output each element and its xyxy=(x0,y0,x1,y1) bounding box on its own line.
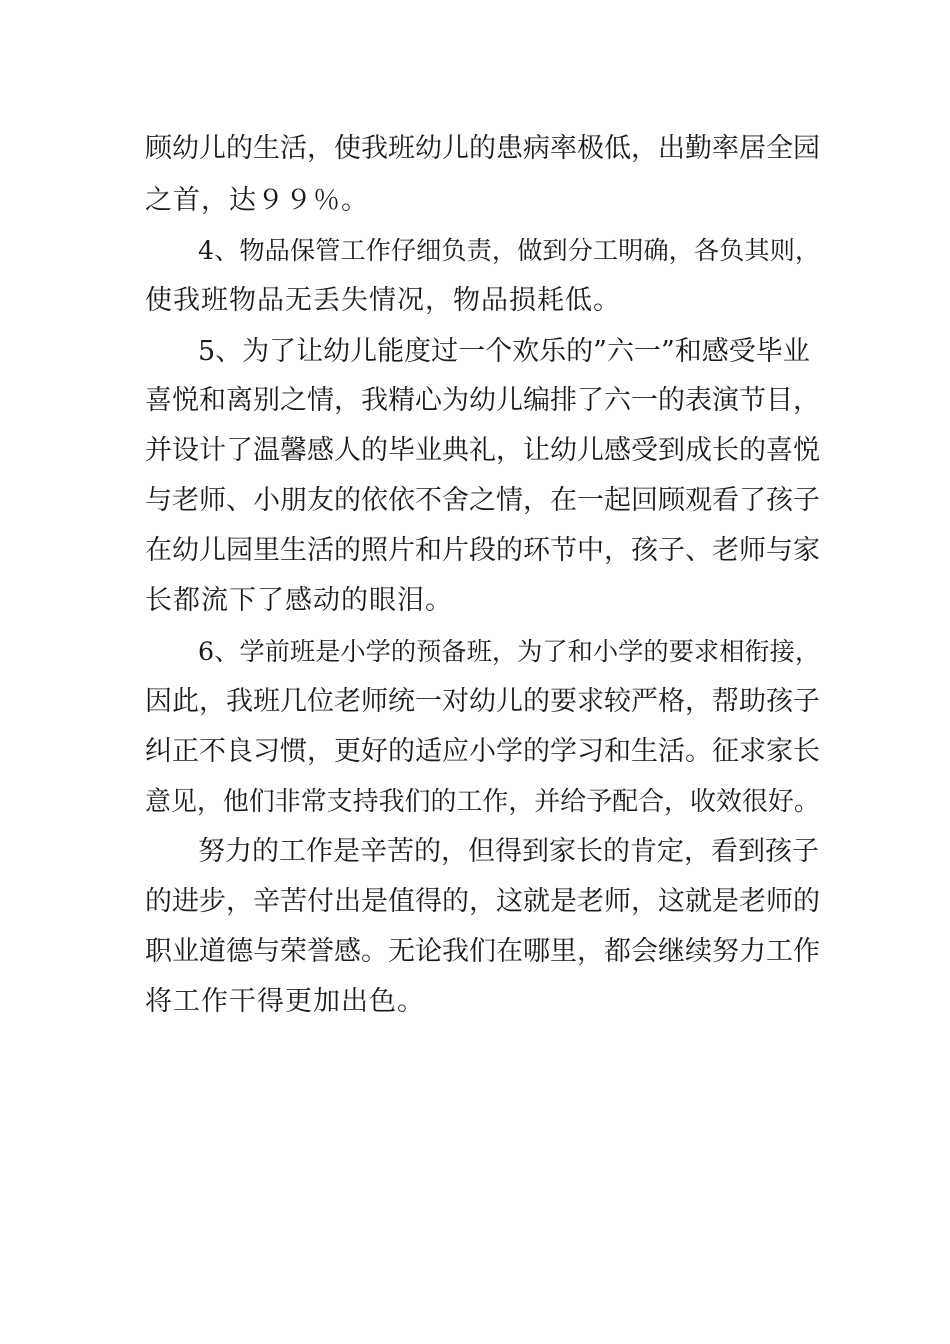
text-line: 并设计了温馨感人的毕业典礼，让幼儿感受到成长的喜悦 xyxy=(145,435,820,466)
paragraph-4-start: 4、物品保管工作仔细负责，做到分工明确，各负其则， xyxy=(198,236,821,265)
text-line: 的进步，辛苦付出是值得的，这就是老师，这就是老师的 xyxy=(145,886,820,917)
text-line: 长都流下了感动的眼泪。 xyxy=(145,585,453,616)
paragraph-5-start: 5、为了让幼儿能度过一个欢乐的”六一”和感受毕业 xyxy=(198,336,810,367)
text-line: 使我班物品无丢失情况，物品损耗低。 xyxy=(145,285,621,316)
text-line: 因此，我班几位老师统一对幼儿的要求较严格，帮助孩子 xyxy=(145,686,820,717)
text-line: 将工作干得更加出色。 xyxy=(145,986,425,1017)
text-line: 职业道德与荣誉感。无论我们在哪里，都会继续努力工作 xyxy=(145,936,820,967)
text-line: 喜悦和离别之情，我精心为幼儿编排了六一的表演节目， xyxy=(145,385,820,416)
text-line: 与老师、小朋友的依依不舍之情，在一起回顾观看了孩子 xyxy=(145,485,820,516)
closing-paragraph-start: 努力的工作是辛苦的，但得到家长的肯定，看到孩子 xyxy=(198,836,819,867)
text-line: 在幼儿园里生活的照片和片段的环节中，孩子、老师与家 xyxy=(145,535,820,566)
text-line: 意见，他们非常支持我们的工作，并给予配合，收效很好。 xyxy=(145,787,820,817)
text-line: 纠正不良习惯，更好的适应小学的学习和生活。征求家长 xyxy=(145,736,820,767)
text-line: 顾幼儿的生活，使我班幼儿的患病率极低，出勤率居全园 xyxy=(145,133,820,164)
paragraph-6-start: 6、学前班是小学的预备班，为了和小学的要求相衔接， xyxy=(198,637,821,666)
text-line: 之首，达９９％。 xyxy=(145,185,369,216)
